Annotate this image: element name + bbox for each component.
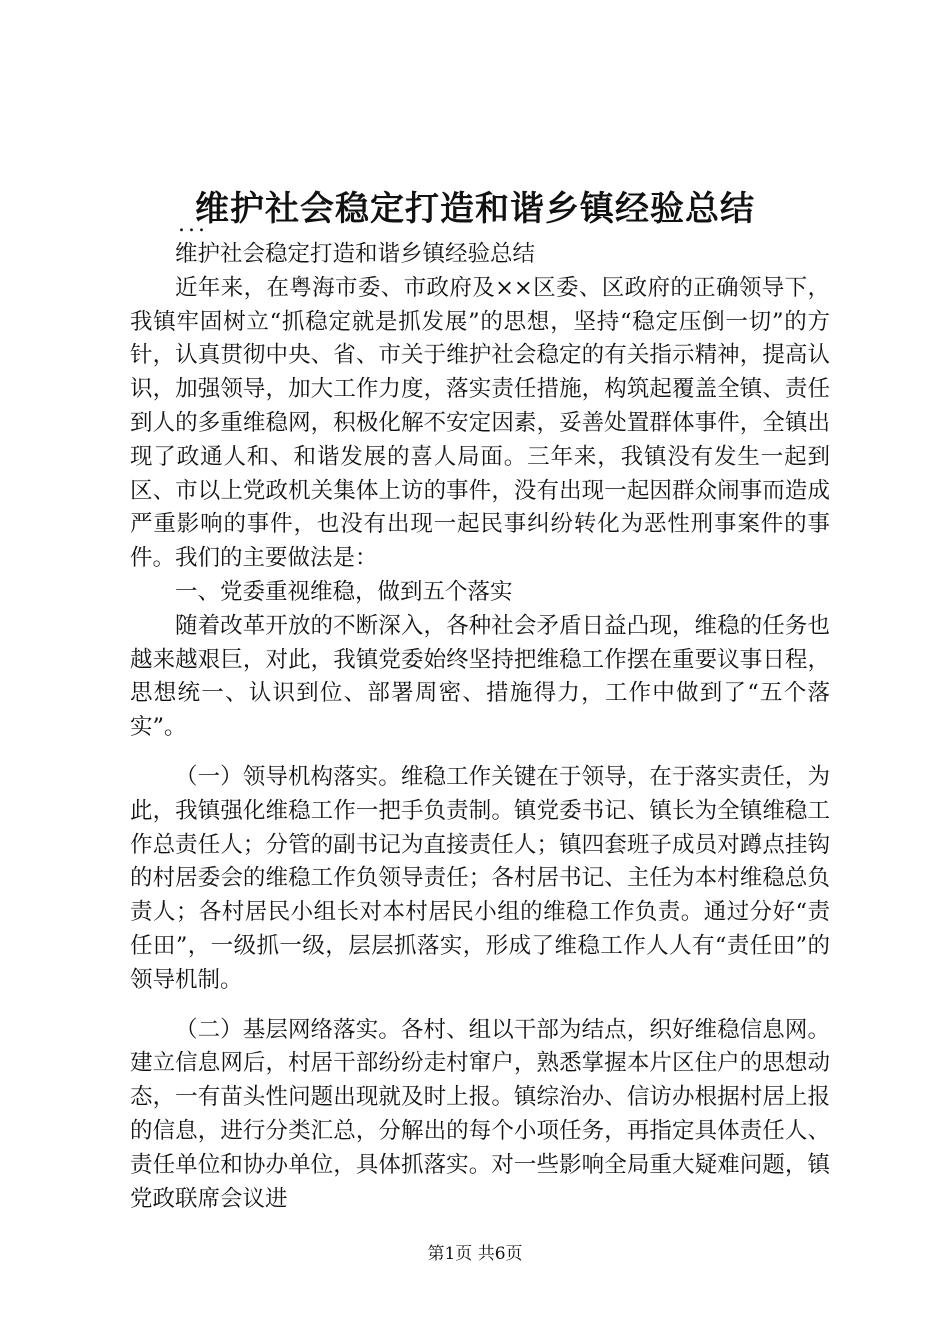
- ellipsis-marker: ...: [178, 212, 208, 237]
- subtitle-paragraph: 维护社会稳定打造和谐乡镇经验总结: [175, 241, 536, 267]
- page-number-footer: 第1页 共6页: [427, 1244, 523, 1264]
- section-heading: 一、党委重视维稳，做到五个落实: [175, 578, 513, 605]
- document-title: 维护社会稳定打造和谐乡镇经验总结: [195, 189, 755, 229]
- section-paragraph: 随着改革开放的不断深入，各种社会矛盾日益凸现，维稳的任务也越来越艰巨，对此，我镇党委始终坚持把维稳工作摆在重要议事日程，思想统一、认识到位、部署周密、措施得力，工作中做到了“五个落实”。: [130, 612, 830, 741]
- subsection-paragraph-2: （二）基层网络落实。各村、组以干部为结点，织好维稳信息网。建立信息网后，村居干部纷纷走村窜户，熟悉掌握本片区住户的思想动态，一有苗头性问题出现就及时上报。镇综治办、信访办根据村居上报的信息，进行分类汇总，分解出的每个小项任务，再指定具体责任人、责任单位和协办单位，具体抓落实。对一些影响全局重大疑难问题，镇党政联席会议进: [130, 1016, 830, 1212]
- subsection-paragraph-1: （一）领导机构落实。维稳工作关键在于领导，在于落实责任，为此，我镇强化维稳工作一把手负责制。镇党委书记、镇长为全镇维稳工作总责任人；分管的副书记为直接责任人；镇四套班子成员对蹲点挂钩的村居委会的维稳工作负领导责任；各村居书记、主任为本村维稳总负责人；各村居民小组长对本村居民小组的维稳工作负责。通过分好“责任田”，一级抓一级，层层抓落实，形成了维稳工作人人有“责任田”的领导机制。: [130, 763, 830, 993]
- intro-paragraph: 近年来，在粤海市委、市政府及××区委、区政府的正确领导下，我镇牢固树立“抓稳定就是抓发展”的思想，坚持“稳定压倒一切”的方针，认真贯彻中央、省、市关于维护社会稳定的有关指示精神，提高认识，加强领导，加大工作力度，落实责任措施，构筑起覆盖全镇、责任到人的多重维稳网，积极化解不安定因素，妥善处置群体事件，全镇出现了政通人和、和谐发展的喜人局面。三年来，我镇没有发生一起到区、市以上党政机关集体上访的事件，没有出现一起因群众闹事而造成严重影响的事件，也没有出现一起民事纠纷转化为恶性刑事案件的事件。我们的主要做法是：: [130, 274, 830, 572]
- document-body: [130, 238, 830, 1216]
